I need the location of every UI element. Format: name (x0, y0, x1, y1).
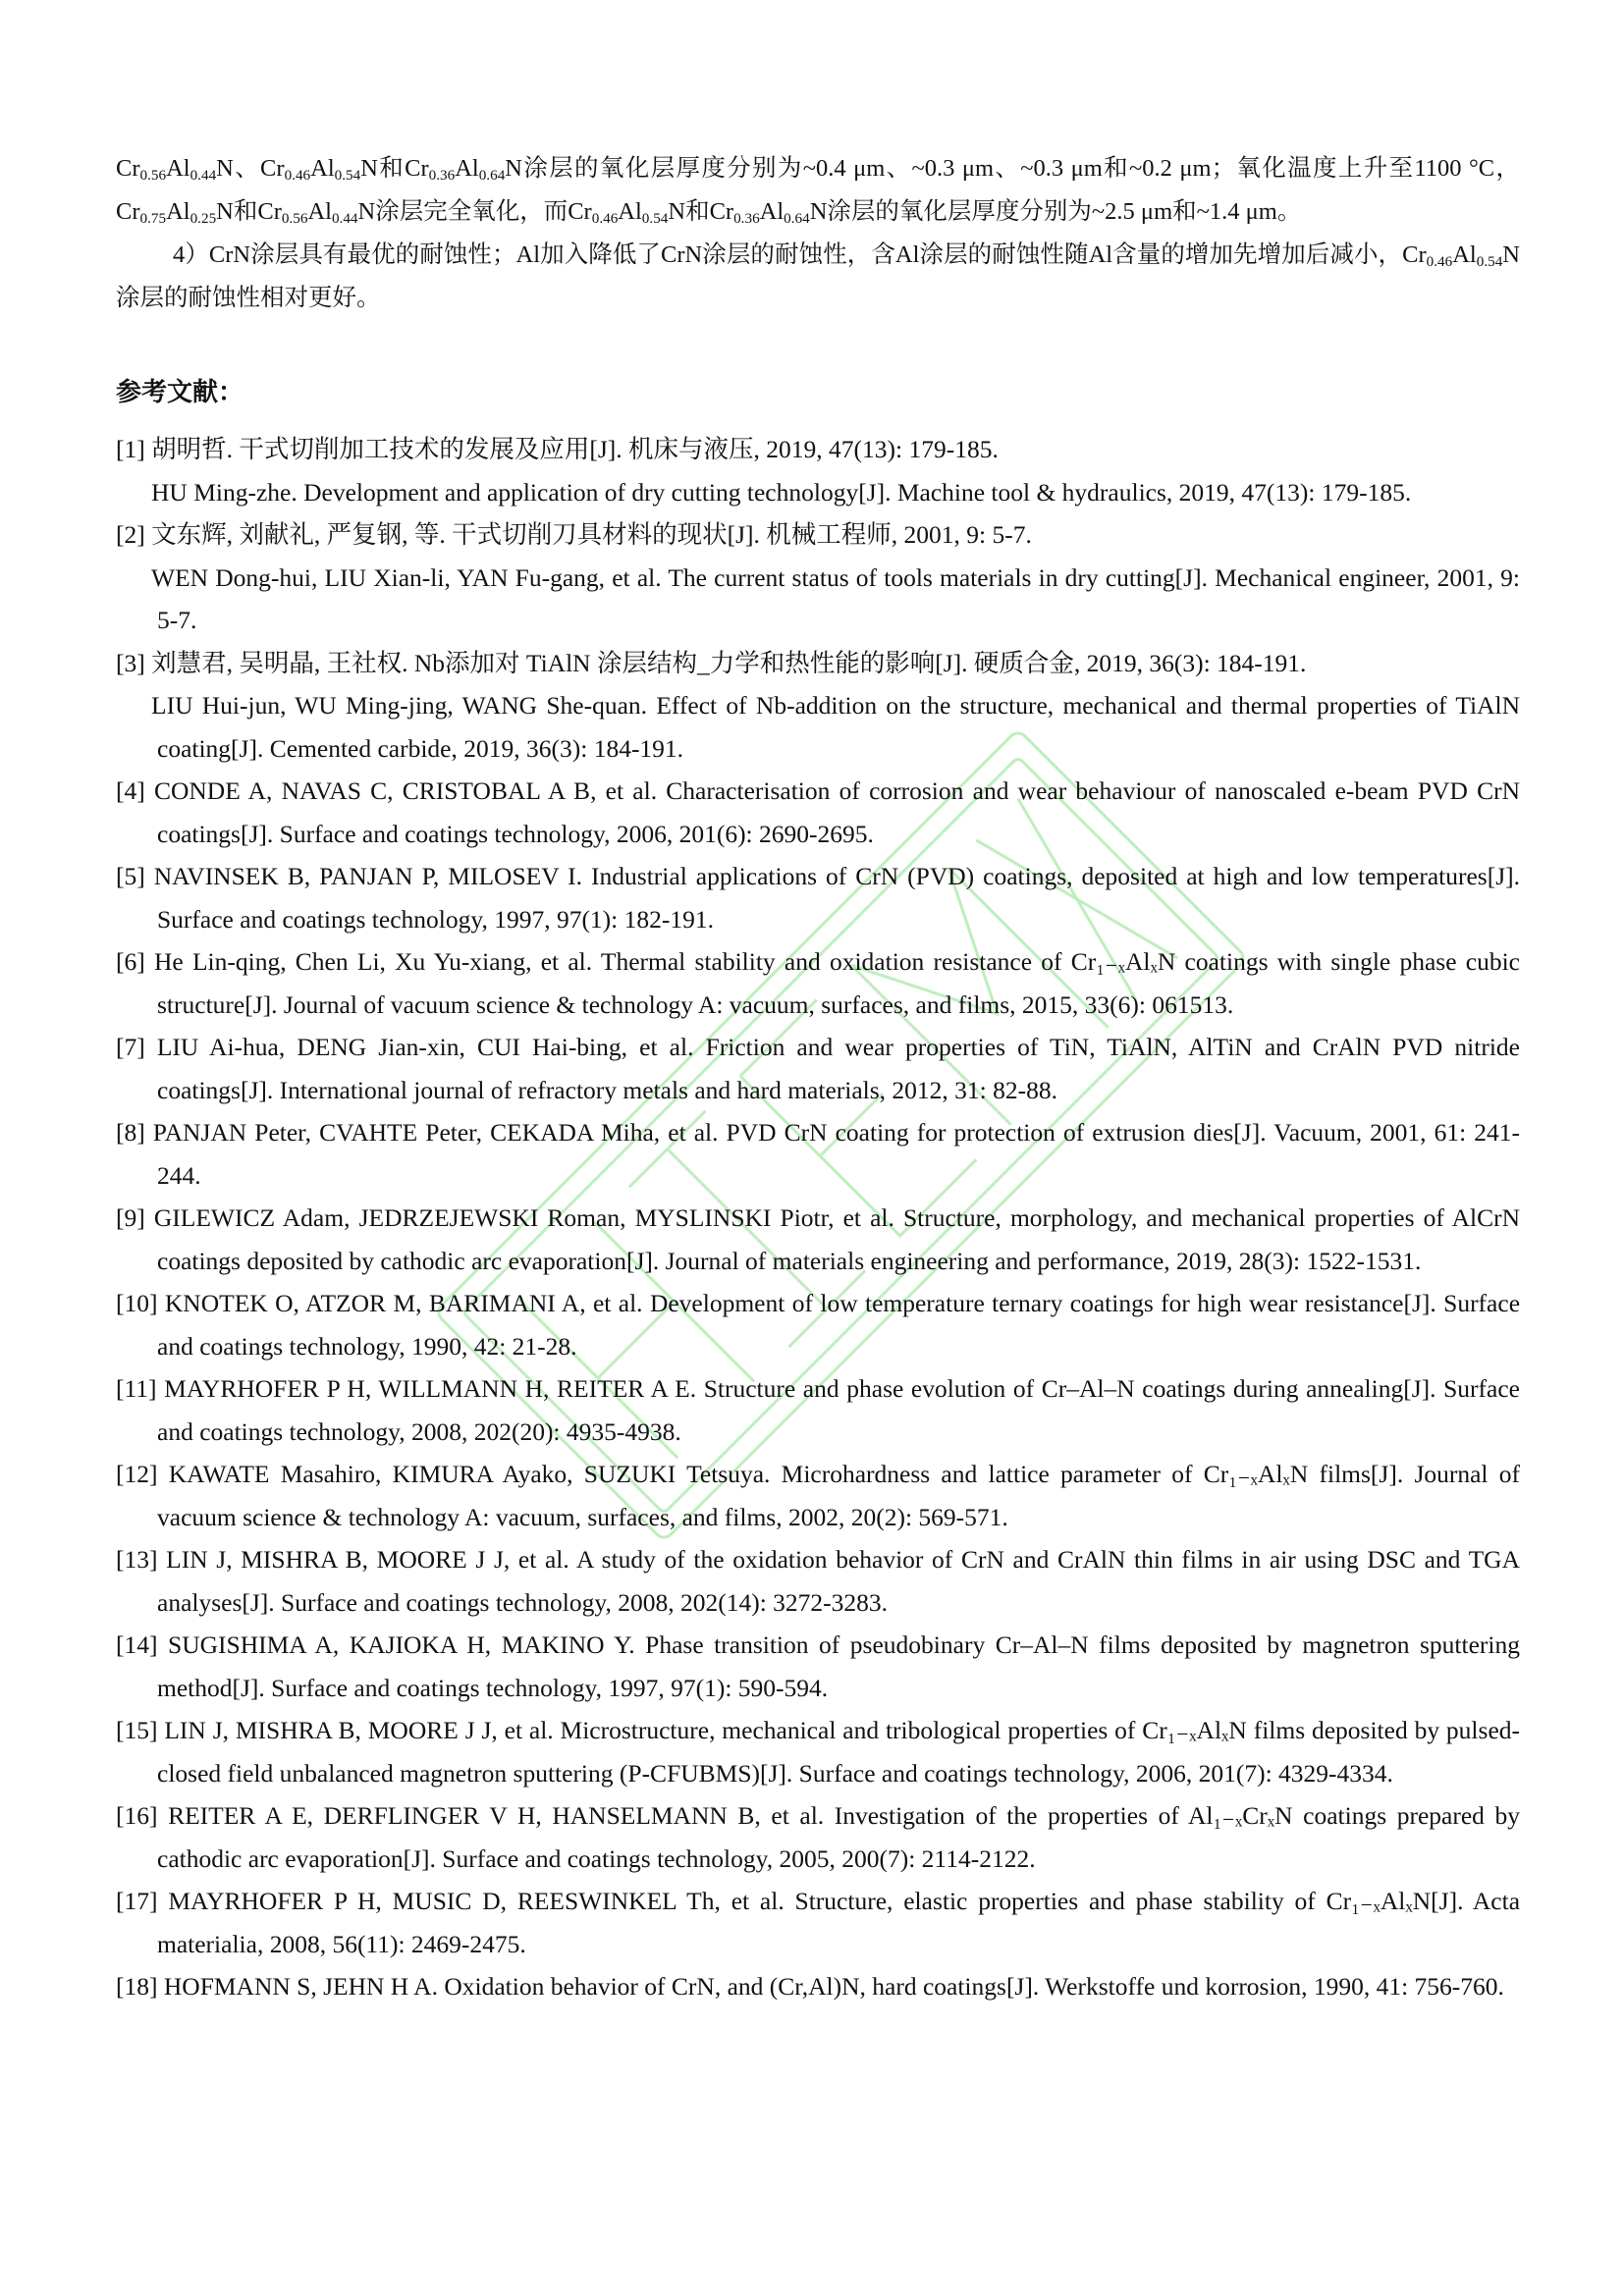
references-heading: 参考文献： (116, 378, 244, 406)
reference-cn-body: 胡明哲. 干式切削加工技术的发展及应用[J]. 机床与液压, 2019, 47(13): 179-185. (151, 435, 999, 463)
reference-en-body: NAVINSEK B, PANJAN P, MILOSEV I. Industrial applications of CrN (PVD) coatings, deposited at high and low temperatures[J]. Surface and coatings technology, 1997, 97(1): 182-191. (153, 862, 1520, 934)
reference-number: [16] (116, 1801, 158, 1830)
reference-item (116, 513, 1520, 642)
reference-en-body: LIN J, MISHRA B, MOORE J J, et al. Microstructure, mechanical and tribological properties of Cr₁₋ₓAlₓN films deposited by pulsed-closed field unbalanced magnetron sputtering (P-CFUBMS)[J]. Surface and coatings technology, 2006, 201(7): 4329-4334. (157, 1716, 1521, 1788)
reference-number: [17] (116, 1887, 158, 1915)
reference-en-body: REITER A E, DERFLINGER V H, HANSELMANN B, et al. Investigation of the properties of Al₁₋ₓCrₓN coatings prepared by cathodic arc evaporation[J]. Surface and coatings technology, 2005, 200(7): 2114-2122. (157, 1801, 1520, 1873)
reference-item (116, 855, 1520, 940)
reference-number: [8] (116, 1118, 145, 1147)
reference-item (116, 1965, 1520, 2008)
reference-item (116, 1197, 1520, 1282)
reference-en-body: KAWATE Masahiro, KIMURA Ayako, SUZUKI Tetsuya. Microhardness and lattice parameter of Cr₁₋ₓAlₓN films[J]. Journal of vacuum science & technology A: vacuum, surfaces, and films, 2002, 20(2): 569-571. (157, 1460, 1520, 1531)
reference-en-text (116, 1965, 1520, 2008)
reference-number: [12] (116, 1460, 158, 1488)
reference-en-body: MAYRHOFER P H, WILLMANN H, REITER A E. Structure and phase evolution of Cr–Al–N coatings during annealing[J]. Surface and coatings technology, 2008, 202(20): 4935-4938. (157, 1374, 1520, 1446)
reference-number: [14] (116, 1630, 158, 1659)
reference-item (116, 1111, 1520, 1197)
reference-number: [9] (116, 1203, 145, 1232)
reference-number: [18] (116, 1972, 158, 2001)
reference-cn-text (116, 428, 1520, 471)
reference-number: [15] (116, 1716, 158, 1744)
reference-en-body: MAYRHOFER P H, MUSIC D, REESWINKEL Th, et al. Structure, elastic properties and phase stability of Cr₁₋ₓAlₓN[J]. Acta materialia, 2008, 56(11): 2469-2475. (157, 1887, 1521, 1958)
reference-en-text (116, 1282, 1520, 1367)
reference-item (116, 940, 1520, 1026)
reference-item (116, 1367, 1520, 1453)
reference-en-body: SUGISHIMA A, KAJIOKA H, MAKINO Y. Phase transition of pseudobinary Cr–Al–N films deposited by magnetron sputtering method[J]. Surface and coatings technology, 1997, 97(1): 590-594. (157, 1630, 1521, 1702)
reference-item (116, 642, 1520, 771)
reference-en-body: LIN J, MISHRA B, MOORE J J, et al. A study of the oxidation behavior of CrN and CrAlN thin films in air using DSC and TGA analyses[J]. Surface and coatings technology, 2008, 202(14): 3272-3283. (157, 1545, 1521, 1617)
reference-item (116, 1282, 1520, 1367)
references-list (116, 428, 1520, 2008)
reference-number: [5] (116, 862, 145, 890)
reference-item (116, 1026, 1520, 1111)
reference-en-body: KNOTEK O, ATZOR M, BARIMANI A, et al. Development of low temperature ternary coatings for high wear resistance[J]. Surface and coatings technology, 1990, 42: 21-28. (157, 1289, 1521, 1361)
reference-en-text (116, 1880, 1520, 1965)
reference-number: [3] (116, 648, 145, 677)
reference-en-body: HOFMANN S, JEHN H A. Oxidation behavior of CrN, and (Cr,Al)N, hard coatings[J]. Werkstoffe und korrosion, 1990, 41: 756-760. (163, 1972, 1504, 2001)
reference-en-text (116, 1453, 1520, 1538)
page-content (116, 147, 1520, 2008)
reference-number: [13] (116, 1545, 158, 1574)
reference-en-body: He Lin-qing, Chen Li, Xu Yu-xiang, et al. Thermal stability and oxidation resistance of Cr₁₋ₓAlₓN coatings with single phase cubic structure[J]. Journal of vacuum science & technology A: vacuum, surfaces, and films, 2015, 33(6): 061513. (153, 947, 1521, 1019)
reference-en-text (116, 1624, 1520, 1709)
reference-en-text (116, 940, 1520, 1026)
reference-item (116, 428, 1520, 513)
reference-en-body: LIU Ai-hua, DENG Jian-xin, CUI Hai-bing, et al. Friction and wear properties of TiN, TiAlN, AlTiN and CrAlN PVD nitride coatings[J]. International journal of refractory metals and hard materials, 2012, 31: 82-88. (156, 1033, 1520, 1104)
reference-en-text (116, 855, 1520, 940)
reference-en-text (116, 1794, 1520, 1880)
reference-item (116, 1880, 1520, 1965)
reference-number: [7] (116, 1033, 145, 1061)
reference-number: [1] (116, 435, 145, 463)
reference-en-text (116, 1538, 1520, 1624)
reference-en-text: HU Ming-zhe. Development and application of dry cutting technology[J]. Machine tool & hydraulics, 2019, 47(13): 179-185. (151, 477, 1412, 507)
reference-item (116, 1794, 1520, 1880)
reference-number: [6] (116, 947, 145, 976)
reference-en-text: LIU Hui-jun, WU Ming-jing, WANG She-quan. Effect of Nb-addition on the structure, mechanical and thermal properties of TiAlN coating[J]. Cemented carbide, 2019, 36(3): 184-191. (151, 691, 1520, 763)
reference-en-text (116, 1367, 1520, 1453)
reference-en-text (116, 1197, 1520, 1282)
reference-en-body: PANJAN Peter, CVAHTE Peter, CEKADA Miha, et al. PVD CrN coating for protection of extrusion dies[J]. Vacuum, 2001, 61: 241-244. (152, 1118, 1520, 1190)
reference-item (116, 1538, 1520, 1624)
reference-item (116, 770, 1520, 855)
reference-en-body: CONDE A, NAVAS C, CRISTOBAL A B, et al. Characterisation of corrosion and wear behaviour of nanoscaled e-beam PVD CrN coatings[J]. Surface and coatings technology, 2006, 201(6): 2690-2695. (153, 776, 1521, 848)
reference-item (116, 1624, 1520, 1709)
reference-cn-text (116, 642, 1520, 685)
reference-en-body: GILEWICZ Adam, JEDRZEJEWSKI Roman, MYSLINSKI Piotr, et al. Structure, morphology, and mechanical properties of AlCrN coatings deposited by cathodic arc evaporation[J]. Journal of materials engineering and performance, 2019, 28(3): 1522-1531. (153, 1203, 1521, 1275)
reference-number: [10] (116, 1289, 158, 1317)
reference-number: [4] (116, 776, 145, 805)
reference-cn-body: 刘慧君, 吴明晶, 王社权. Nb添加对 TiAlN 涂层结构_力学和热性能的影响[J]. 硬质合金, 2019, 36(3): 184-191. (151, 648, 1307, 677)
reference-en-text: WEN Dong-hui, LIU Xian-li, YAN Fu-gang, et al. The current status of tools materials in dry cutting[J]. Mechanical engineer, 2001, 9: 5-7. (151, 562, 1520, 634)
reference-en-text (116, 770, 1520, 855)
reference-cn-body: 文东辉, 刘献礼, 严复钢, 等. 干式切削刀具材料的现状[J]. 机械工程师, 2001, 9: 5-7. (151, 520, 1032, 549)
reference-en-text (116, 1709, 1520, 1794)
reference-number: [11] (116, 1374, 157, 1403)
conclusion-paragraph-3: $Cr_{0.56}Al_{0.44}N$、$Cr_{0.46}Al_{0.54}N$和$Cr_{0.36}Al_{0.64}N$涂层的氧化层厚度分别为~0.4 μm、~0.3 μm、~0.3 μm和~0.2 μm；氧化温度上升至1100 °C，$Cr_{0.75}Al_{0.25}N$和$Cr_{0.56}Al_{0.44}N$涂层完全氧化，而$Cr_{0.46}Al_{0.54}N$和$Cr_{0.36}Al_{0.64}N$涂层的氧化层厚度分别为~2.5 μm和~1.4 μm。 (116, 155, 1520, 227)
reference-item (116, 1453, 1520, 1538)
reference-item (116, 1709, 1520, 1794)
reference-en-text (116, 1111, 1520, 1197)
conclusion-paragraph-4: 4）CrN涂层具有最优的耐蚀性；Al加入降低了CrN涂层的耐蚀性，含Al涂层的耐蚀性随Al含量的增加先增加后减小，$Cr_{0.46}Al_{0.54}N$涂层的耐蚀性相对更好。 (116, 241, 1520, 311)
reference-cn-text (116, 513, 1520, 557)
reference-number: [2] (116, 520, 145, 549)
reference-en-text (116, 1026, 1520, 1111)
